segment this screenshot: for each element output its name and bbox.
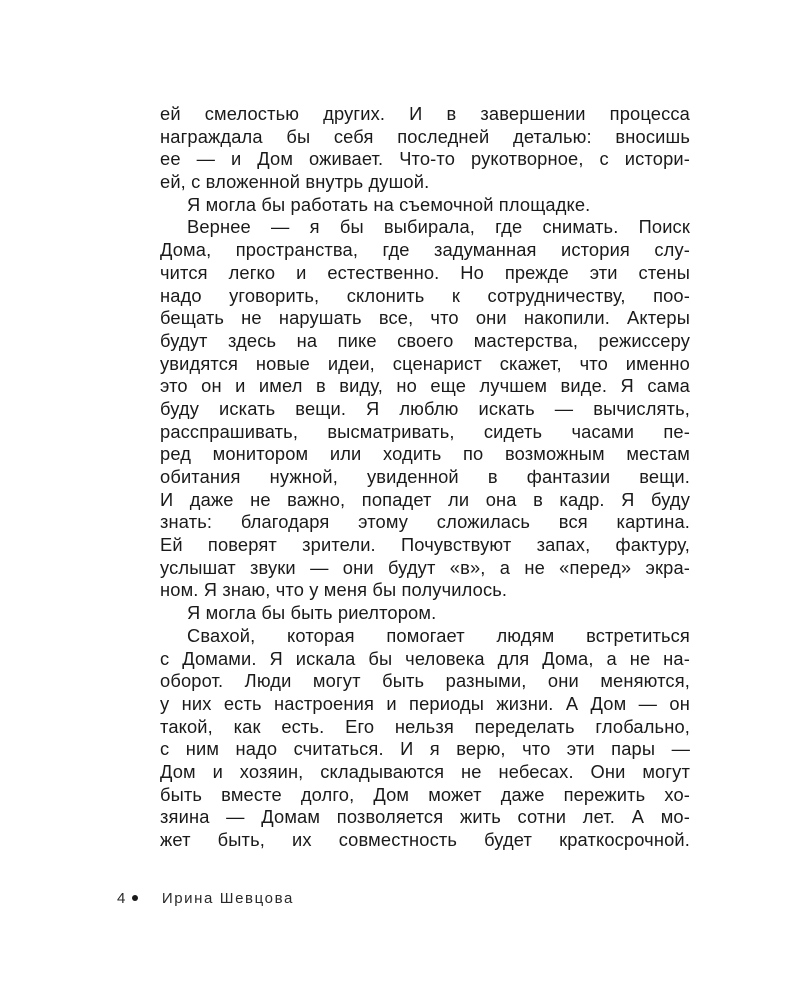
text-line: зяина — Домам позволяется жить сотни лет. А мо- <box>160 806 690 828</box>
text-line: ее — и Дом оживает. Что-то рукотворное, с истори- <box>160 148 690 170</box>
text-line: у них есть настроения и периоды жизни. А Дом — он <box>160 692 690 714</box>
text-line: Я могла бы быть риелтором. <box>187 602 437 624</box>
text-line: обитания нужной, увиденной в фантазии вещи. <box>160 466 690 487</box>
body-text <box>160 103 690 852</box>
text-line: Я могла бы работать на съемочной площадке. <box>187 193 591 215</box>
text-line: бещать не нарушать все, что они накопили. Актеры <box>160 307 690 329</box>
text-line: такой, как есть. Его нельзя переделать глобально, <box>160 715 690 737</box>
text-line: оборот. Люди могут быть разными, они меняются, <box>160 670 690 692</box>
bullet-icon <box>132 895 138 901</box>
text-line: с Домами. Я искала бы человека для Дома, а не на- <box>160 647 690 669</box>
text-line: с ним надо считаться. И я верю, что эти пары — <box>160 738 690 760</box>
text-line: увидятся новые идеи, сценарист скажет, что именно <box>160 352 690 374</box>
text-line: быть вместе долго, Дом может даже пережить хо- <box>160 783 690 805</box>
text-line: будут здесь на пике своего мастерства, режиссеру <box>160 329 690 351</box>
text-line: И даже не важно, попадет ли она в кадр. Я буду <box>160 488 690 510</box>
author-name: Ирина Шевцова <box>161 890 294 907</box>
text-line: услышат звуки — они будут «в», а не «перед» экра- <box>160 556 690 578</box>
text-line: расспрашивать, высматривать, сидеть часами пе- <box>160 420 690 442</box>
text-line: ей смелостью других. И в завершении процесса <box>160 103 690 124</box>
text-line: знать: благодаря этому сложилась вся картина. <box>160 511 690 533</box>
text-line: ном. Я знаю, что у меня бы получилось. <box>160 579 508 601</box>
text-line: Ей поверят зрители. Почувствуют запах, фактуру, <box>160 534 690 556</box>
text-line: ред монитором или ходить по возможным местам <box>160 443 690 465</box>
text-line: награждала бы себя последней деталью: вносишь <box>160 125 690 147</box>
text-line: Дом и хозяин, складываются не небесах. Они могут <box>160 760 690 782</box>
text-line: надо уговорить, склонить к сотрудничеству, поо- <box>160 284 690 306</box>
text-line: Свахой, которая помогает людям встретиться <box>187 624 690 646</box>
page-footer <box>117 889 294 909</box>
text-line: Вернее — я бы выбирала, где снимать. Поиск <box>187 216 690 238</box>
text-line: буду искать вещи. Я люблю искать — вычислять, <box>160 397 690 419</box>
page-number: 4 <box>117 890 126 907</box>
text-line: жет быть, их совместность будет краткосрочной. <box>160 829 690 850</box>
text-line: ей, с вложенной внутрь душой. <box>160 171 430 193</box>
text-line: чится легко и естественно. Но прежде эти стены <box>160 261 690 283</box>
text-line: это он и имел в виду, но еще лучшем виде. Я сама <box>160 375 690 397</box>
text-line: Дома, пространства, где задуманная история слу- <box>160 239 690 261</box>
